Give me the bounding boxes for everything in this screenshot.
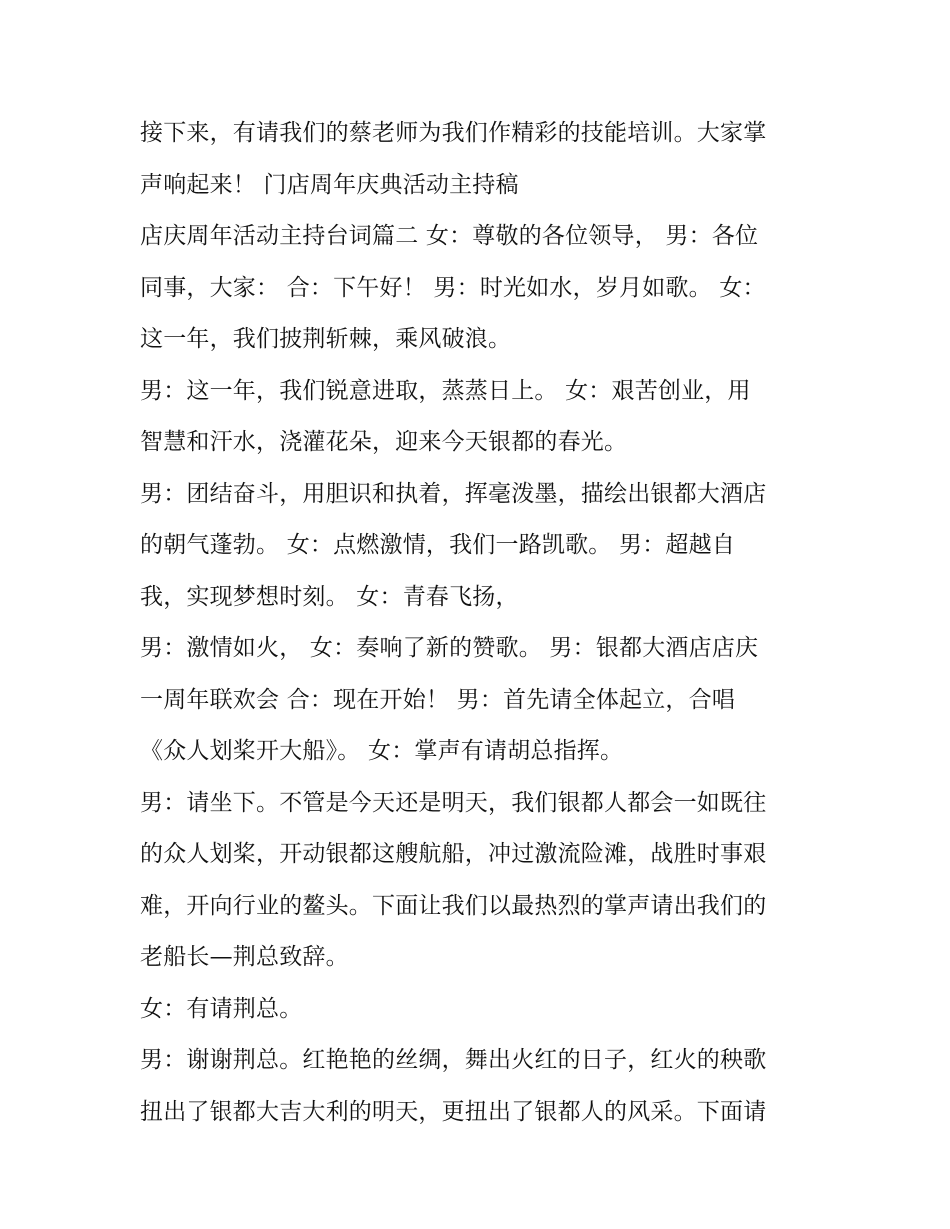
text-line-5: 这一年，我们披荆斩棘，乘风破浪。	[140, 326, 512, 352]
text-line-15: 的众人划桨，开动银都这艘航船，冲过激流险滩，战胜时事艰	[140, 841, 767, 867]
document-text-body	[140, 108, 830, 1138]
text-line-9: 的朝气蓬勃。 女：点燃激情，我们一路凯歌。 男：超越自	[140, 532, 736, 558]
text-line-11: 男：激情如火， 女：奏响了新的赞歌。 男：银都大酒店店庆	[140, 635, 759, 661]
text-line-20: 扭出了银都大吉大利的明天，更扭出了银都人的风采。下面请	[140, 1098, 767, 1125]
text-line-4: 同事，大家： 合：下午好！ 男：时光如水，岁月如歌。 女：	[140, 274, 766, 301]
text-line-19: 男：谢谢荆总。红艳艳的丝绸，舞出火红的日子，红火的秧歌	[140, 1047, 767, 1073]
text-line-14: 男：请坐下。不管是今天还是明天，我们银都人都会一如既往	[140, 789, 767, 816]
text-line-10: 我，实现梦想时刻。 女：青春飞扬，	[140, 583, 519, 610]
text-line-12: 一周年联欢会 合：现在开始！ 男：首先请全体起立，合唱	[140, 686, 736, 713]
text-line-2: 声响起来！ 门店周年庆典活动主持稿	[140, 171, 519, 198]
text-line-13: 《众人划桨开大船》。 女：掌声有请胡总指挥。	[140, 738, 624, 764]
text-line-17: 老船长—荆总致辞。	[140, 944, 349, 970]
text-line-3: 店庆周年活动主持台词篇二 女：尊敬的各位领导， 男：各位	[140, 223, 759, 249]
text-line-1: 接下来，有请我们的蔡老师为我们作精彩的技能培训。大家掌	[140, 120, 767, 146]
text-line-6: 男：这一年，我们锐意进取，蒸蒸日上。 女：艰苦创业，用	[140, 377, 751, 404]
text-line-8: 男：团结奋斗，用胆识和执着，挥毫泼墨，描绘出银都大酒店	[140, 480, 767, 507]
text-line-16: 难，开向行业的鳌头。下面让我们以最热烈的掌声请出我们的	[140, 892, 767, 919]
text-line-7: 智慧和汗水，浇灌花朵，迎来今天银都的春光。	[140, 429, 628, 455]
text-line-18: 女：有请荆总。	[140, 995, 303, 1022]
